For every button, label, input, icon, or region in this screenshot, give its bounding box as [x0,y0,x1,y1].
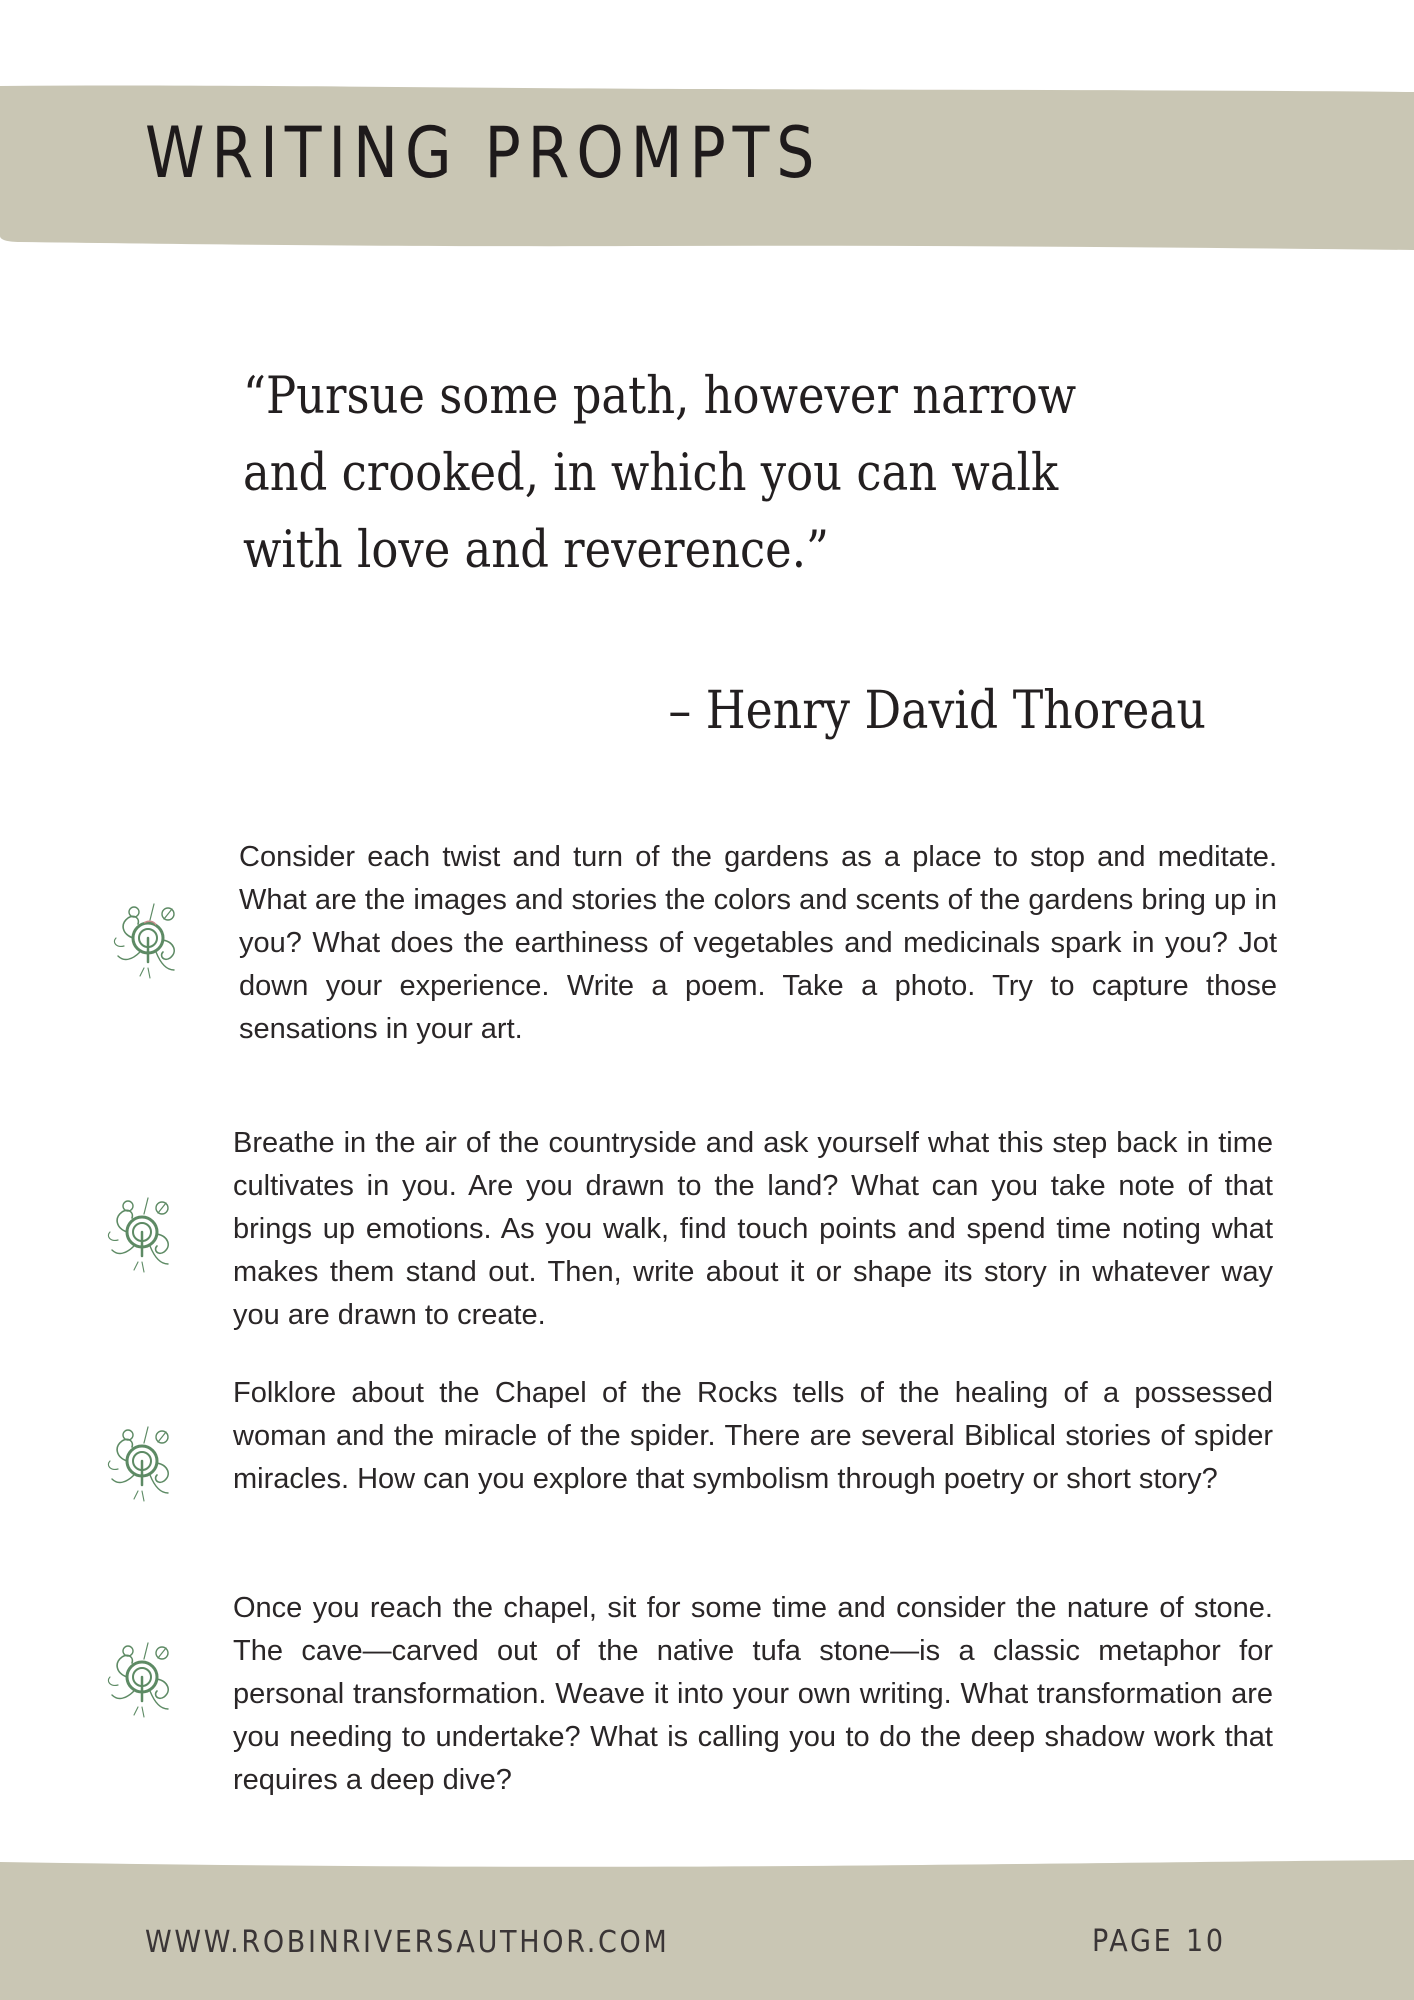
prompt-text: Breathe in the air of the countryside and ask yourself what this step back in time cultivates in you. Are you drawn to the land? What can you take note of that brings up emotions. As you walk, find touch points and spend time noting what makes them stand out. Then, write about it or shape its story in whatever way you are drawn to create. [233,1127,1273,1331]
prompt-text: Consider each twist and turn of the gardens as a place to stop and meditate. What are the images and stories the colors and scents of the gardens bring up in you? What does the earthiness of vegetables and medicinals spark in you? Jot down your experience. Write a poem. Take a photo. Try to capture those sensations in your art. [239,841,1277,1045]
page-title: WRITING PROMPTS [145,112,822,194]
prompt-text: Folklore about the Chapel of the Rocks tells of the healing of a possessed woman and the miracle of the spider. There are several Biblical stories of spider miracles. How can you explore that symbolism through poetry or short story? [233,1377,1273,1495]
spiral-garden-icon [98,1184,190,1276]
page-number [1092,1924,1226,1959]
quote-text: “Pursue some path, however narrow and crooked, in which you can walk with love and reverence.” [243,367,1077,580]
page-label: PAGE [1092,1924,1174,1959]
page-number-value: 10 [1185,1924,1226,1959]
spiral-garden-icon [98,1629,190,1721]
prompt-text: Once you reach the chapel, sit for some time and consider the nature of stone. The cave—carved out of the native tufa stone—is a classic metaphor for personal transformation. Weave it into your own writing. What transformation are you needing to undertake? What is calling you to do the deep shadow work that requires a deep dive? [233,1592,1273,1796]
spiral-garden-icon [98,1413,190,1505]
quote-author: – Henry David Thoreau [668,681,1206,741]
footer-website-link[interactable]: WWW.ROBINRIVERSAUTHOR.COM [145,1925,670,1960]
spiral-garden-icon [104,890,196,982]
